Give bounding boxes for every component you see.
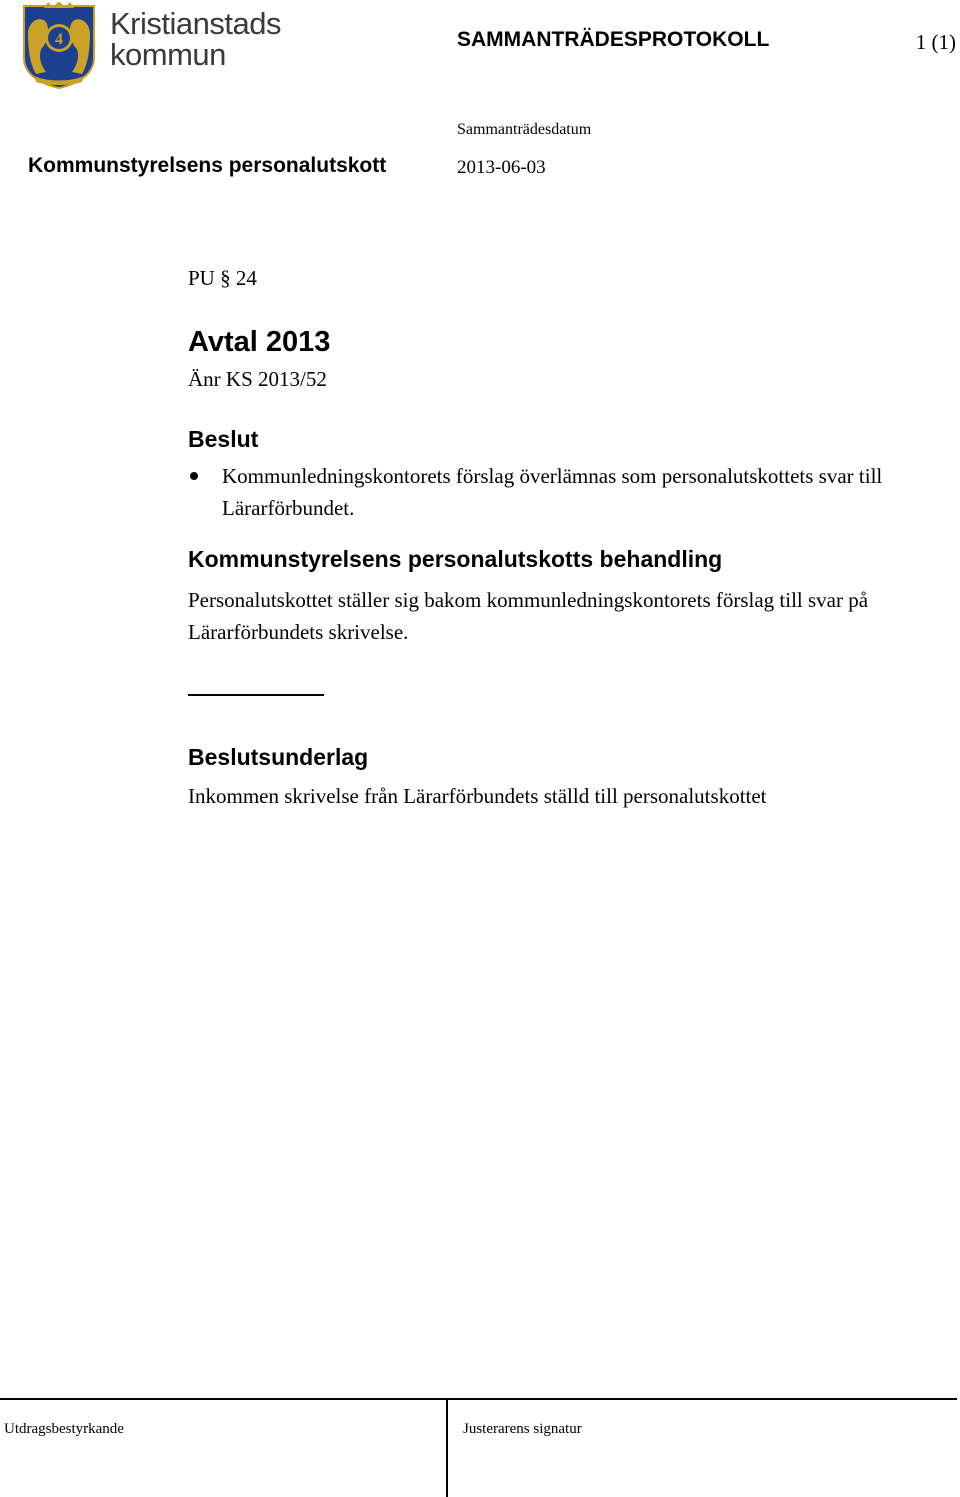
treatment-heading: Kommunstyrelsens personalutskotts behandling bbox=[188, 546, 723, 572]
logo-line-2: kommun bbox=[110, 37, 226, 72]
treatment-text: Personalutskottet ställer sig bakom kommunledningskontorets förslag till svar på Lärarförbundets skrivelse. bbox=[188, 588, 869, 644]
footer-rule bbox=[0, 1398, 957, 1400]
logo-wordmark bbox=[110, 8, 281, 70]
coat-of-arms-icon bbox=[20, 2, 98, 90]
decision-list bbox=[188, 460, 908, 524]
decision-item-text: Kommunledningskontorets förslag överlämnas som personalutskottets svar till Lärarförbundet. bbox=[222, 464, 883, 520]
meeting-date: 2013-06-03 bbox=[457, 157, 546, 178]
decision-item bbox=[188, 460, 908, 524]
svg-text:4: 4 bbox=[55, 31, 63, 48]
basis-heading: Beslutsunderlag bbox=[188, 744, 369, 770]
footer-divider bbox=[446, 1398, 448, 1497]
logo-line-1: Kristianstads bbox=[110, 6, 281, 41]
municipality-logo bbox=[20, 2, 300, 90]
meeting-date-label: Sammanträdesdatum bbox=[457, 121, 592, 138]
adjuster-signature-label: Justerarens signatur bbox=[463, 1421, 582, 1437]
extract-certification-label: Utdragsbestyrkande bbox=[4, 1421, 124, 1437]
diary-number: Änr KS 2013/52 bbox=[188, 367, 327, 391]
item-title: Avtal 2013 bbox=[188, 326, 331, 358]
page-number: 1 (1) bbox=[915, 30, 956, 54]
section-divider bbox=[188, 694, 324, 696]
committee-name: Kommunstyrelsens personalutskott bbox=[28, 154, 387, 177]
basis-text: Inkommen skrivelse från Lärarförbundets ställd till personalutskottet bbox=[188, 784, 767, 808]
decision-heading: Beslut bbox=[188, 426, 259, 452]
bullet-icon bbox=[190, 472, 198, 480]
paragraph-reference: PU § 24 bbox=[188, 266, 257, 290]
document-type: SAMMANTRÄDESPROTOKOLL bbox=[457, 28, 770, 51]
protocol-body bbox=[188, 262, 908, 812]
